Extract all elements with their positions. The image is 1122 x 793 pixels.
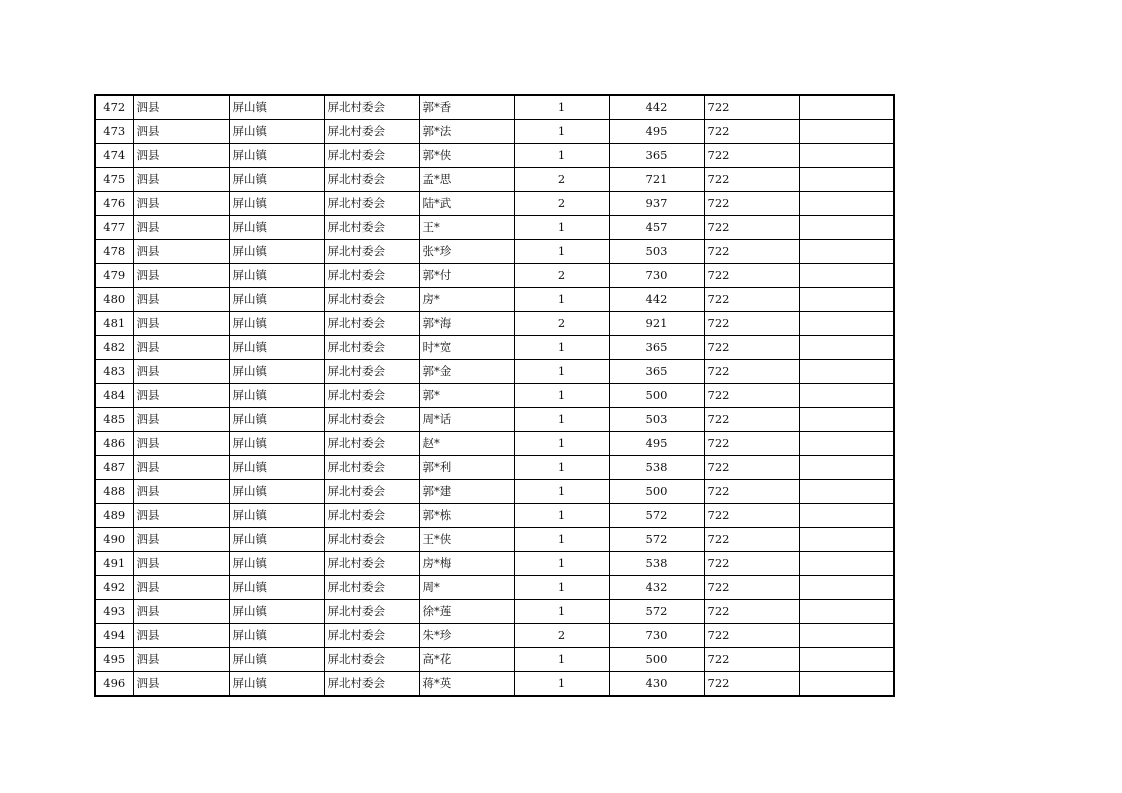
remark-cell [799, 624, 894, 648]
remark-cell [799, 360, 894, 384]
table-row [95, 648, 894, 672]
village-cell: 屏北村委会 [324, 672, 419, 697]
person-name-cell: 郭*侠 [419, 144, 514, 168]
town-cell: 屏山镇 [229, 576, 324, 600]
table-row [95, 624, 894, 648]
table-row [95, 144, 894, 168]
code-cell: 722 [704, 168, 799, 192]
person-name-cell: 孟*思 [419, 168, 514, 192]
county-cell: 泗县 [133, 648, 229, 672]
person-name-cell: 张*珍 [419, 240, 514, 264]
town-cell: 屏山镇 [229, 504, 324, 528]
amount-cell: 430 [609, 672, 704, 697]
household-count-cell: 1 [514, 120, 609, 144]
town-cell: 屏山镇 [229, 216, 324, 240]
village-cell: 屏北村委会 [324, 240, 419, 264]
table-row [95, 216, 894, 240]
town-cell: 屏山镇 [229, 672, 324, 697]
amount-cell: 495 [609, 432, 704, 456]
household-count-cell: 1 [514, 456, 609, 480]
household-count-cell: 2 [514, 192, 609, 216]
remark-cell [799, 480, 894, 504]
village-cell: 屏北村委会 [324, 192, 419, 216]
town-cell: 屏山镇 [229, 552, 324, 576]
county-cell: 泗县 [133, 576, 229, 600]
code-cell: 722 [704, 624, 799, 648]
person-name-cell: 郭*海 [419, 312, 514, 336]
remark-cell [799, 168, 894, 192]
row-number-cell: 494 [95, 624, 133, 648]
table-row [95, 192, 894, 216]
household-count-cell: 2 [514, 264, 609, 288]
table-row [95, 552, 894, 576]
table-row [95, 168, 894, 192]
county-cell: 泗县 [133, 240, 229, 264]
county-cell: 泗县 [133, 312, 229, 336]
village-cell: 屏北村委会 [324, 552, 419, 576]
row-number-cell: 477 [95, 216, 133, 240]
town-cell: 屏山镇 [229, 456, 324, 480]
row-number-cell: 488 [95, 480, 133, 504]
county-cell: 泗县 [133, 600, 229, 624]
person-name-cell: 郭*利 [419, 456, 514, 480]
county-cell: 泗县 [133, 336, 229, 360]
household-count-cell: 1 [514, 600, 609, 624]
town-cell: 屏山镇 [229, 168, 324, 192]
row-number-cell: 480 [95, 288, 133, 312]
remark-cell [799, 312, 894, 336]
row-number-cell: 487 [95, 456, 133, 480]
row-number-cell: 495 [95, 648, 133, 672]
town-cell: 屏山镇 [229, 192, 324, 216]
household-count-cell: 1 [514, 360, 609, 384]
amount-cell: 538 [609, 552, 704, 576]
code-cell: 722 [704, 192, 799, 216]
remark-cell [799, 552, 894, 576]
amount-cell: 572 [609, 528, 704, 552]
remark-cell [799, 528, 894, 552]
remark-cell [799, 336, 894, 360]
household-count-cell: 1 [514, 504, 609, 528]
amount-cell: 572 [609, 504, 704, 528]
amount-cell: 500 [609, 384, 704, 408]
county-cell: 泗县 [133, 528, 229, 552]
person-name-cell: 时*宽 [419, 336, 514, 360]
code-cell: 722 [704, 648, 799, 672]
code-cell: 722 [704, 552, 799, 576]
code-cell: 722 [704, 432, 799, 456]
amount-cell: 495 [609, 120, 704, 144]
household-count-cell: 2 [514, 312, 609, 336]
village-cell: 屏北村委会 [324, 264, 419, 288]
amount-cell: 442 [609, 95, 704, 120]
code-cell: 722 [704, 312, 799, 336]
row-number-cell: 486 [95, 432, 133, 456]
town-cell: 屏山镇 [229, 384, 324, 408]
county-cell: 泗县 [133, 360, 229, 384]
row-number-cell: 492 [95, 576, 133, 600]
person-name-cell: 王* [419, 216, 514, 240]
town-cell: 屏山镇 [229, 240, 324, 264]
amount-cell: 921 [609, 312, 704, 336]
person-name-cell: 郭*法 [419, 120, 514, 144]
table-row [95, 480, 894, 504]
amount-cell: 365 [609, 360, 704, 384]
town-cell: 屏山镇 [229, 360, 324, 384]
town-cell: 屏山镇 [229, 144, 324, 168]
household-count-cell: 1 [514, 432, 609, 456]
remark-cell [799, 432, 894, 456]
code-cell: 722 [704, 384, 799, 408]
remark-cell [799, 264, 894, 288]
amount-cell: 503 [609, 240, 704, 264]
town-cell: 屏山镇 [229, 600, 324, 624]
remark-cell [799, 144, 894, 168]
town-cell: 屏山镇 [229, 624, 324, 648]
town-cell: 屏山镇 [229, 408, 324, 432]
town-cell: 屏山镇 [229, 336, 324, 360]
code-cell: 722 [704, 240, 799, 264]
row-number-cell: 490 [95, 528, 133, 552]
county-cell: 泗县 [133, 168, 229, 192]
household-count-cell: 1 [514, 552, 609, 576]
row-number-cell: 482 [95, 336, 133, 360]
person-name-cell: 郭*金 [419, 360, 514, 384]
amount-cell: 730 [609, 624, 704, 648]
household-count-cell: 1 [514, 648, 609, 672]
code-cell: 722 [704, 264, 799, 288]
person-name-cell: 朱*珍 [419, 624, 514, 648]
village-cell: 屏北村委会 [324, 312, 419, 336]
village-cell: 屏北村委会 [324, 216, 419, 240]
amount-cell: 730 [609, 264, 704, 288]
table-row [95, 120, 894, 144]
village-cell: 屏北村委会 [324, 456, 419, 480]
table-row [95, 600, 894, 624]
amount-cell: 503 [609, 408, 704, 432]
row-number-cell: 483 [95, 360, 133, 384]
village-cell: 屏北村委会 [324, 528, 419, 552]
remark-cell [799, 576, 894, 600]
person-name-cell: 郭*栋 [419, 504, 514, 528]
village-cell: 屏北村委会 [324, 576, 419, 600]
code-cell: 722 [704, 120, 799, 144]
table-row [95, 504, 894, 528]
village-cell: 屏北村委会 [324, 408, 419, 432]
code-cell: 722 [704, 288, 799, 312]
village-cell: 屏北村委会 [324, 288, 419, 312]
household-count-cell: 1 [514, 288, 609, 312]
row-number-cell: 472 [95, 95, 133, 120]
town-cell: 屏山镇 [229, 648, 324, 672]
amount-cell: 365 [609, 144, 704, 168]
code-cell: 722 [704, 480, 799, 504]
village-cell: 屏北村委会 [324, 432, 419, 456]
row-number-cell: 481 [95, 312, 133, 336]
row-number-cell: 476 [95, 192, 133, 216]
village-cell: 屏北村委会 [324, 336, 419, 360]
records-table [94, 94, 895, 697]
village-cell: 屏北村委会 [324, 144, 419, 168]
county-cell: 泗县 [133, 120, 229, 144]
table-row [95, 288, 894, 312]
records-table-body [95, 95, 894, 696]
person-name-cell: 房* [419, 288, 514, 312]
household-count-cell: 1 [514, 480, 609, 504]
code-cell: 722 [704, 504, 799, 528]
person-name-cell: 郭*建 [419, 480, 514, 504]
county-cell: 泗县 [133, 192, 229, 216]
village-cell: 屏北村委会 [324, 168, 419, 192]
county-cell: 泗县 [133, 144, 229, 168]
county-cell: 泗县 [133, 408, 229, 432]
table-row [95, 528, 894, 552]
person-name-cell: 周*话 [419, 408, 514, 432]
remark-cell [799, 288, 894, 312]
town-cell: 屏山镇 [229, 288, 324, 312]
town-cell: 屏山镇 [229, 480, 324, 504]
person-name-cell: 徐*莲 [419, 600, 514, 624]
town-cell: 屏山镇 [229, 312, 324, 336]
town-cell: 屏山镇 [229, 95, 324, 120]
remark-cell [799, 648, 894, 672]
household-count-cell: 2 [514, 168, 609, 192]
county-cell: 泗县 [133, 288, 229, 312]
amount-cell: 457 [609, 216, 704, 240]
village-cell: 屏北村委会 [324, 600, 419, 624]
row-number-cell: 485 [95, 408, 133, 432]
person-name-cell: 赵* [419, 432, 514, 456]
table-row [95, 264, 894, 288]
amount-cell: 432 [609, 576, 704, 600]
code-cell: 722 [704, 360, 799, 384]
household-count-cell: 1 [514, 384, 609, 408]
table-row [95, 360, 894, 384]
village-cell: 屏北村委会 [324, 384, 419, 408]
remark-cell [799, 672, 894, 697]
household-count-cell: 1 [514, 408, 609, 432]
person-name-cell: 郭*香 [419, 95, 514, 120]
town-cell: 屏山镇 [229, 432, 324, 456]
table-row [95, 576, 894, 600]
household-count-cell: 1 [514, 95, 609, 120]
town-cell: 屏山镇 [229, 264, 324, 288]
table-row [95, 240, 894, 264]
code-cell: 722 [704, 672, 799, 697]
row-number-cell: 493 [95, 600, 133, 624]
person-name-cell: 王*侠 [419, 528, 514, 552]
remark-cell [799, 408, 894, 432]
household-count-cell: 1 [514, 216, 609, 240]
row-number-cell: 475 [95, 168, 133, 192]
amount-cell: 937 [609, 192, 704, 216]
row-number-cell: 484 [95, 384, 133, 408]
row-number-cell: 479 [95, 264, 133, 288]
code-cell: 722 [704, 456, 799, 480]
row-number-cell: 474 [95, 144, 133, 168]
remark-cell [799, 600, 894, 624]
amount-cell: 500 [609, 480, 704, 504]
town-cell: 屏山镇 [229, 528, 324, 552]
table-row [95, 456, 894, 480]
amount-cell: 365 [609, 336, 704, 360]
household-count-cell: 1 [514, 240, 609, 264]
county-cell: 泗县 [133, 624, 229, 648]
code-cell: 722 [704, 600, 799, 624]
household-count-cell: 1 [514, 528, 609, 552]
remark-cell [799, 120, 894, 144]
county-cell: 泗县 [133, 456, 229, 480]
row-number-cell: 489 [95, 504, 133, 528]
person-name-cell: 房*梅 [419, 552, 514, 576]
remark-cell [799, 456, 894, 480]
table-row [95, 384, 894, 408]
county-cell: 泗县 [133, 432, 229, 456]
person-name-cell: 高*花 [419, 648, 514, 672]
county-cell: 泗县 [133, 216, 229, 240]
amount-cell: 442 [609, 288, 704, 312]
person-name-cell: 郭*付 [419, 264, 514, 288]
county-cell: 泗县 [133, 672, 229, 697]
amount-cell: 721 [609, 168, 704, 192]
remark-cell [799, 95, 894, 120]
county-cell: 泗县 [133, 480, 229, 504]
code-cell: 722 [704, 95, 799, 120]
table-row [95, 336, 894, 360]
code-cell: 722 [704, 408, 799, 432]
table-row [95, 408, 894, 432]
remark-cell [799, 240, 894, 264]
remark-cell [799, 504, 894, 528]
household-count-cell: 1 [514, 144, 609, 168]
row-number-cell: 478 [95, 240, 133, 264]
remark-cell [799, 384, 894, 408]
amount-cell: 500 [609, 648, 704, 672]
household-count-cell: 1 [514, 672, 609, 697]
person-name-cell: 陆*武 [419, 192, 514, 216]
town-cell: 屏山镇 [229, 120, 324, 144]
code-cell: 722 [704, 216, 799, 240]
county-cell: 泗县 [133, 504, 229, 528]
remark-cell [799, 216, 894, 240]
village-cell: 屏北村委会 [324, 648, 419, 672]
village-cell: 屏北村委会 [324, 360, 419, 384]
row-number-cell: 496 [95, 672, 133, 697]
table-row [95, 95, 894, 120]
county-cell: 泗县 [133, 552, 229, 576]
village-cell: 屏北村委会 [324, 95, 419, 120]
amount-cell: 538 [609, 456, 704, 480]
village-cell: 屏北村委会 [324, 480, 419, 504]
table-row [95, 432, 894, 456]
code-cell: 722 [704, 336, 799, 360]
county-cell: 泗县 [133, 384, 229, 408]
table-row [95, 672, 894, 697]
code-cell: 722 [704, 528, 799, 552]
row-number-cell: 491 [95, 552, 133, 576]
village-cell: 屏北村委会 [324, 120, 419, 144]
county-cell: 泗县 [133, 95, 229, 120]
code-cell: 722 [704, 144, 799, 168]
row-number-cell: 473 [95, 120, 133, 144]
person-name-cell: 郭* [419, 384, 514, 408]
household-count-cell: 1 [514, 576, 609, 600]
code-cell: 722 [704, 576, 799, 600]
table-row [95, 312, 894, 336]
household-count-cell: 2 [514, 624, 609, 648]
remark-cell [799, 192, 894, 216]
village-cell: 屏北村委会 [324, 624, 419, 648]
person-name-cell: 周* [419, 576, 514, 600]
household-count-cell: 1 [514, 336, 609, 360]
amount-cell: 572 [609, 600, 704, 624]
village-cell: 屏北村委会 [324, 504, 419, 528]
person-name-cell: 蒋*英 [419, 672, 514, 697]
county-cell: 泗县 [133, 264, 229, 288]
